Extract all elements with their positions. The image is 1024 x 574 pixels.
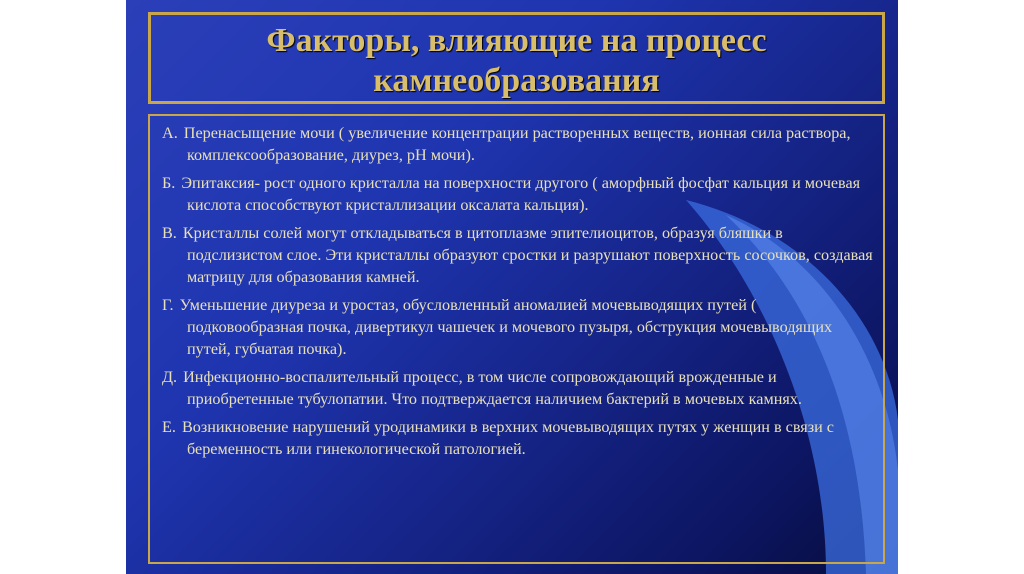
list-item [162, 222, 873, 288]
list-item [162, 122, 873, 166]
item-text: Кристаллы солей могут откладываться в цитоплазме эпителиоцитов, образуя бляшки в подслизистом слое. Эти кристаллы образуют сростки и разрушают поверхность сосочков, создавая матрицу для образования камней. [182, 224, 873, 286]
list-item [162, 172, 873, 216]
list-item [162, 416, 873, 460]
item-text: Возникновение нарушений уродинамики в верхних мочевыводящих путях у женщин в связи с беременность или гинекологической патологией. [181, 418, 834, 458]
content-box [148, 114, 885, 564]
title-box [148, 12, 885, 104]
item-marker: Д. [162, 368, 178, 386]
list-item [162, 366, 873, 410]
slide [126, 0, 898, 574]
list-item [162, 294, 873, 360]
item-marker: Г. [162, 296, 174, 314]
item-text: Перенасыщение мочи ( увеличение концентрации растворенных веществ, ионная сила раствора, комплексообразование, диурез, рН мочи). [183, 124, 851, 164]
item-text: Уменьшение диуреза и уростаз, обусловленный аномалией мочевыводящих путей ( подковообразная почка, дивертикул чашечек и мочевого пузыря, обструкция мочевыводящих путей, губчатая почка). [179, 296, 833, 358]
item-text: Инфекционно-воспалительный процесс, в том числе сопровождающий врожденные и приобретенные тубулопатии. Что подтверждается наличием бактерий в мочевых камнях. [183, 368, 802, 408]
item-marker: А. [162, 124, 178, 142]
item-marker: Б. [162, 174, 176, 192]
item-text: Эпитаксия- рост одного кристалла на поверхности другого ( аморфный фосфат кальция и мочевая кислота способствуют кристаллизации оксалата кальция). [181, 174, 861, 214]
title-line-2: камнеобразования [373, 62, 660, 99]
item-marker: Е. [162, 418, 176, 436]
title-line-1: Факторы, влияющие на процесс [266, 22, 767, 59]
item-marker: В. [162, 224, 177, 242]
